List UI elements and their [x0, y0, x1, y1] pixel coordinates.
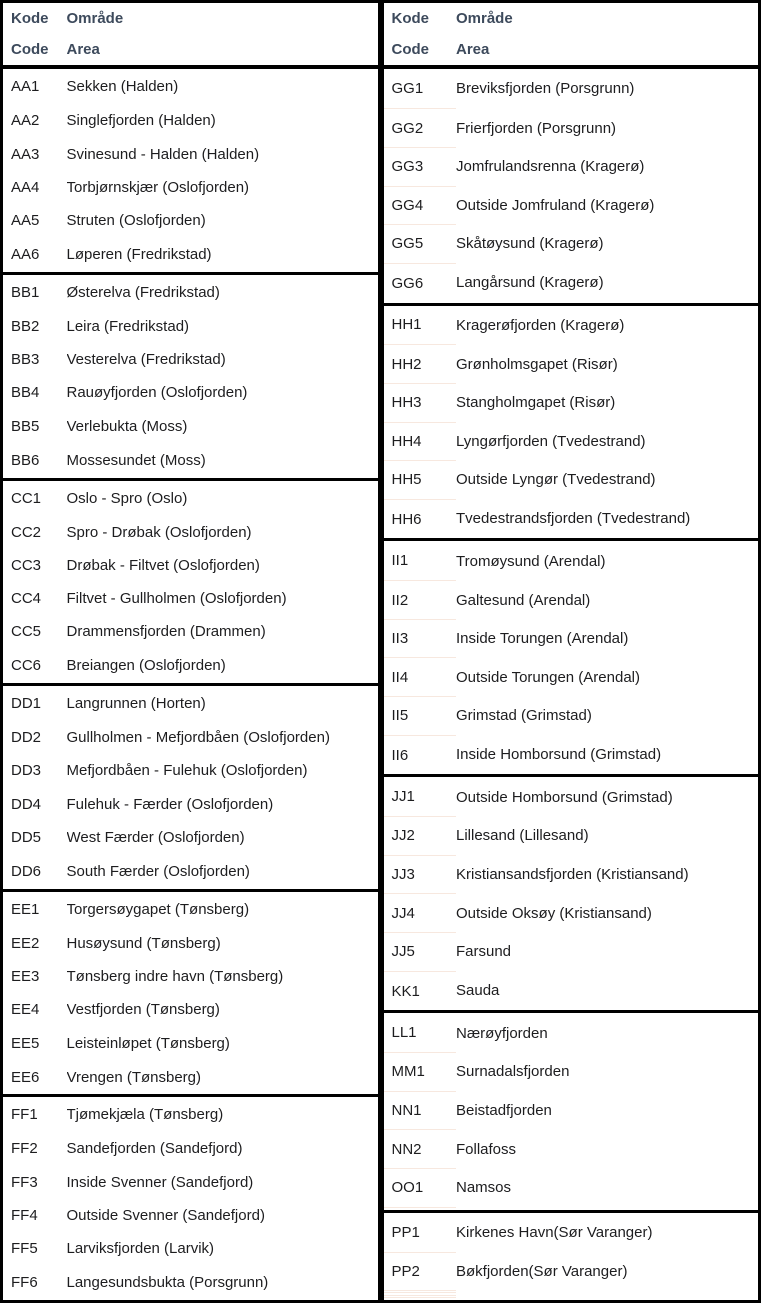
table-row: [2, 993, 380, 1026]
table-row: [2, 821, 380, 854]
header-row: [382, 2, 760, 68]
code-cell: DD5: [11, 828, 42, 846]
code-cell: DD1: [11, 695, 42, 713]
table-row: [2, 1265, 380, 1301]
table-row: [382, 422, 760, 461]
code-cell: AA3: [11, 145, 40, 163]
table-row: [382, 67, 760, 109]
table-row: [2, 927, 380, 960]
code-cell: DD4: [11, 795, 42, 813]
code-cell: DD6: [11, 862, 42, 880]
code-group-section: [2, 67, 380, 274]
header-area-label: Area: [66, 41, 100, 58]
code-cell: FF4: [11, 1206, 38, 1224]
code-group-section: [382, 1012, 760, 1211]
area-cell: Vestfjorden (Tønsberg): [66, 1001, 220, 1019]
table-row: [382, 147, 760, 186]
table-row: [2, 515, 380, 548]
table-row: [382, 263, 760, 304]
code-cell: KK1: [391, 982, 420, 1000]
area-cell: Rauøyfjorden (Oslofjorden): [66, 384, 248, 402]
area-cell: Larviksfjorden (Larvik): [66, 1240, 215, 1258]
code-cell: BB1: [11, 283, 40, 301]
code-cell: EE3: [11, 967, 40, 985]
code-group-section: [2, 685, 380, 891]
code-cell: AA6: [11, 246, 40, 264]
code-group-section: [382, 540, 760, 776]
area-cell: Breviksfjorden (Porsgrunn): [456, 80, 635, 98]
area-cell: Stangholmgapet (Risør): [456, 394, 616, 412]
table-row: [2, 1026, 380, 1059]
area-cell: Kragerøfjorden (Kragerø): [456, 316, 625, 334]
area-cell: Østerelva (Fredrikstad): [66, 283, 220, 301]
code-cell: DD3: [11, 762, 42, 780]
table-header-right: [382, 2, 760, 68]
code-cell: CC5: [11, 623, 42, 641]
code-cell: LL1: [382, 1012, 456, 1053]
area-cell: Breiangen (Oslofjorden): [66, 657, 226, 675]
code-cell: GG1: [382, 67, 456, 109]
area-cell: Struten (Oslofjorden): [66, 212, 206, 230]
code-cell: JJ1: [382, 776, 456, 817]
code-cell: EE5: [11, 1034, 40, 1052]
table-row: [382, 225, 760, 264]
table-row: [2, 1165, 380, 1198]
table-row: [382, 1130, 760, 1169]
code-cell: HH1: [382, 304, 456, 345]
area-cell: Leira (Fredrikstad): [66, 317, 190, 335]
code-cell: CC4: [11, 590, 42, 608]
table-row: [2, 67, 380, 104]
code-cell: BB4: [11, 384, 40, 402]
code-cell: BB5: [11, 417, 40, 435]
code-cell: HH5: [382, 461, 456, 500]
header-kode-label: Kode: [391, 10, 429, 27]
table-row: [2, 104, 380, 137]
table-row: [2, 788, 380, 821]
code-cell: CC6: [11, 657, 42, 675]
area-cell: Svinesund - Halden (Halden): [66, 145, 260, 163]
area-cell: Drammensfjorden (Drammen): [66, 623, 266, 641]
code-cell: BB3: [11, 351, 40, 369]
table-row: [2, 754, 380, 787]
table-row: [382, 971, 760, 1012]
table-row: [382, 345, 760, 384]
area-cell: Tvedestrandsfjorden (Tvedestrand): [456, 510, 691, 528]
header-omrade-label: Område: [456, 10, 513, 27]
code-cell: NN2: [382, 1130, 456, 1169]
area-cell: Outside Jomfruland (Kragerø): [456, 196, 655, 214]
table-row: [2, 137, 380, 170]
code-cell: FF1: [11, 1106, 38, 1124]
area-cell: Lyngørfjorden (Tvedestrand): [456, 432, 646, 450]
table-row: [2, 310, 380, 343]
table-row: [2, 549, 380, 582]
code-cell: AA5: [11, 212, 40, 230]
area-cell: Mefjordbåen - Fulehuk (Oslofjorden): [66, 762, 308, 780]
code-cell: FF2: [11, 1140, 38, 1158]
area-column-header: [67, 2, 380, 68]
code-cell: EE4: [11, 1001, 40, 1019]
header-row: [2, 2, 380, 68]
header-code-label: Code: [11, 41, 49, 58]
table-row: [2, 721, 380, 754]
area-cell: Langrunnen (Horten): [66, 695, 206, 713]
area-cell: Langesundsbukta (Porsgrunn): [66, 1274, 269, 1292]
code-cell: OO1: [382, 1168, 456, 1207]
code-cell: EE6: [11, 1068, 40, 1086]
table-row: [2, 171, 380, 204]
area-cell: Outside Torungen (Arendal): [456, 668, 640, 686]
code-cell: HH6: [391, 510, 422, 528]
area-cell: Fulehuk - Færder (Oslofjorden): [66, 795, 274, 813]
code-cell: HH2: [382, 345, 456, 384]
code-cell: GG2: [382, 109, 456, 148]
code-cell: JJ4: [382, 894, 456, 933]
area-cell: Kirkenes Havn(Sør Varanger): [456, 1224, 653, 1241]
area-cell: South Færder (Oslofjorden): [66, 862, 250, 880]
table-row: [382, 933, 760, 972]
area-cell: Vesterelva (Fredrikstad): [66, 351, 226, 369]
area-cell: West Færder (Oslofjorden): [66, 828, 245, 846]
area-cell: Skåtøysund (Kragerø): [456, 235, 604, 253]
code-cell: II2: [382, 581, 456, 620]
area-cell: Inside Torungen (Arendal): [456, 630, 629, 648]
code-cell: AA4: [11, 178, 40, 196]
table-row: [2, 1232, 380, 1265]
table-row: [382, 540, 760, 581]
code-cell: II3: [382, 619, 456, 658]
code-group-section: [382, 67, 760, 304]
code-cell: GG6: [391, 274, 424, 292]
area-cell: Tromøysund (Arendal): [456, 552, 606, 570]
table-row: [2, 615, 380, 648]
code-cell: EE2: [11, 934, 40, 952]
table-row: [2, 685, 380, 721]
code-cell: HH4: [382, 422, 456, 461]
code-cell: [382, 1297, 456, 1301]
area-cell: [456, 1297, 760, 1301]
code-cell: BB2: [11, 317, 40, 335]
area-cell: Oslo - Spro (Oslo): [66, 489, 188, 507]
area-cell: Frierfjorden (Porsgrunn): [456, 119, 617, 137]
table-row: [2, 1060, 380, 1096]
code-cell: PP1: [382, 1211, 456, 1252]
header-kode-label: Kode: [11, 10, 49, 27]
code-group-section: [2, 1096, 380, 1302]
code-cell: FF6: [11, 1274, 38, 1292]
table-row: [382, 1168, 760, 1207]
code-cell: II6: [391, 746, 409, 764]
table-row: [2, 410, 380, 443]
area-cell: Tjømekjæla (Tønsberg): [66, 1106, 224, 1124]
code-cell: AA1: [11, 78, 40, 96]
code-cell: JJ5: [382, 933, 456, 972]
area-cell: Outside Svenner (Sandefjord): [66, 1206, 265, 1224]
area-cell: Outside Lyngør (Tvedestrand): [456, 471, 656, 489]
header-area-label: Area: [456, 41, 490, 58]
table-row: [2, 582, 380, 615]
table-row: [382, 461, 760, 500]
table-row: [382, 581, 760, 620]
table-row: [382, 1053, 760, 1092]
code-cell: CC1: [11, 489, 42, 507]
table-row: [382, 304, 760, 345]
table-row: [2, 854, 380, 890]
area-cell: Sauda: [456, 982, 500, 1000]
table-row: [2, 343, 380, 376]
header-omrade-label: Område: [66, 10, 124, 27]
table-row: [382, 1091, 760, 1130]
area-cell: Nærøyfjorden: [456, 1024, 548, 1042]
table-row: [382, 109, 760, 148]
table-row: [2, 274, 380, 310]
code-cell: EE1: [11, 900, 40, 918]
area-cell: Spro - Drøbak (Oslofjorden): [66, 523, 252, 541]
code-cell: CC2: [11, 523, 42, 541]
code-cell: AA2: [11, 112, 40, 130]
area-cell: Verlebukta (Moss): [66, 417, 188, 435]
code-group-section: [2, 274, 380, 480]
area-cell: Farsund: [456, 943, 512, 961]
table-row: [382, 817, 760, 856]
code-cell: GG4: [382, 186, 456, 225]
table-row: [382, 186, 760, 225]
table-row: [382, 1252, 760, 1291]
table-row: [2, 960, 380, 993]
table-row: [382, 735, 760, 776]
table-row: [2, 890, 380, 926]
table-row: [382, 894, 760, 933]
code-group-section: [2, 479, 380, 685]
area-cell: Mossesundet (Moss): [66, 451, 206, 469]
area-cell: Singlefjorden (Halden): [66, 112, 216, 130]
area-cell: Outside Oksøy (Kristiansand): [456, 904, 652, 922]
area-cell: Outside Homborsund (Grimstad): [456, 788, 673, 806]
area-cell: Inside Homborsund (Grimstad): [456, 746, 662, 764]
code-cell: BB6: [11, 451, 40, 469]
area-cell: Torgersøygapet (Tønsberg): [66, 900, 250, 918]
table-row: [382, 1211, 760, 1252]
area-column-header: [456, 2, 760, 68]
code-cell: DD2: [11, 729, 42, 747]
area-cell: Lillesand (Lillesand): [456, 827, 589, 845]
table-row: [382, 697, 760, 736]
table-row: [2, 443, 380, 479]
area-cell: Galtesund (Arendal): [456, 591, 591, 609]
code-cell: FF5: [11, 1240, 38, 1258]
area-cell: Inside Svenner (Sandefjord): [66, 1173, 254, 1191]
code-cell: CC3: [11, 556, 42, 574]
code-cell: PP2: [382, 1252, 456, 1291]
area-cell: Beistadfjorden: [456, 1102, 552, 1120]
table-row: [382, 1297, 760, 1301]
code-cell: MM1: [382, 1053, 456, 1092]
area-cell: Namsos: [456, 1179, 512, 1197]
table-row: [2, 1132, 380, 1165]
code-cell: HH3: [382, 383, 456, 422]
area-cell: Langårsund (Kragerø): [456, 274, 604, 292]
code-cell: II1: [382, 540, 456, 581]
code-column-header: [2, 2, 67, 68]
area-cell: Bøkfjorden(Sør Varanger): [456, 1262, 628, 1280]
area-cell: Grimstad (Grimstad): [456, 707, 592, 725]
area-cell: Grønholmsgapet (Risør): [456, 355, 618, 373]
table-row: [2, 237, 380, 273]
code-group-section: [2, 890, 380, 1096]
table-row: [2, 1199, 380, 1232]
table-header-left: [2, 2, 380, 68]
table-row: [382, 658, 760, 697]
area-cell: Løperen (Fredrikstad): [66, 246, 212, 264]
area-cell: Torbjørnskjær (Oslofjorden): [66, 178, 250, 196]
table-row: [2, 376, 380, 409]
table-row: [382, 383, 760, 422]
table-row: [382, 499, 760, 540]
area-cell: Kristiansandsfjorden (Kristiansand): [456, 866, 689, 884]
table-row: [382, 855, 760, 894]
area-cell: Drøbak - Filtvet (Oslofjorden): [66, 556, 260, 574]
code-cell: GG3: [382, 147, 456, 186]
table-row: [382, 619, 760, 658]
table-row: [382, 776, 760, 817]
area-cell: Follafoss: [456, 1140, 517, 1158]
table-row: [2, 1096, 380, 1132]
code-group-section: [382, 776, 760, 1012]
area-cell: Jomfrulandsrenna (Kragerø): [456, 158, 645, 176]
code-cell: JJ3: [382, 855, 456, 894]
code-cell: NN1: [382, 1091, 456, 1130]
table-row: [2, 648, 380, 684]
area-cell: Leisteinløpet (Tønsberg): [66, 1034, 230, 1052]
code-cell: II4: [382, 658, 456, 697]
area-code-table-right: [381, 0, 761, 1303]
area-cell: Sandefjorden (Sandefjord): [66, 1140, 243, 1158]
code-group-section: [382, 304, 760, 540]
area-cell: Sekken (Halden): [66, 78, 179, 96]
area-cell: Vrengen (Tønsberg): [66, 1068, 202, 1086]
code-cell: FF3: [11, 1173, 38, 1191]
table-row: [2, 479, 380, 515]
code-column-header: [382, 2, 456, 68]
code-group-section: [382, 1211, 760, 1301]
header-code-label: Code: [391, 41, 429, 58]
area-cell: Gullholmen - Mefjordbåen (Oslofjorden): [66, 729, 330, 747]
area-cell: Filtvet - Gullholmen (Oslofjorden): [66, 590, 287, 608]
code-cell: JJ2: [382, 817, 456, 856]
table-row: [382, 1012, 760, 1053]
area-cell: Husøysund (Tønsberg): [66, 934, 221, 952]
table-row: [2, 204, 380, 237]
area-cell: Tønsberg indre havn (Tønsberg): [66, 967, 284, 985]
area-cell: Surnadalsfjorden: [456, 1063, 570, 1081]
code-cell: II5: [382, 697, 456, 736]
code-cell: GG5: [382, 225, 456, 264]
